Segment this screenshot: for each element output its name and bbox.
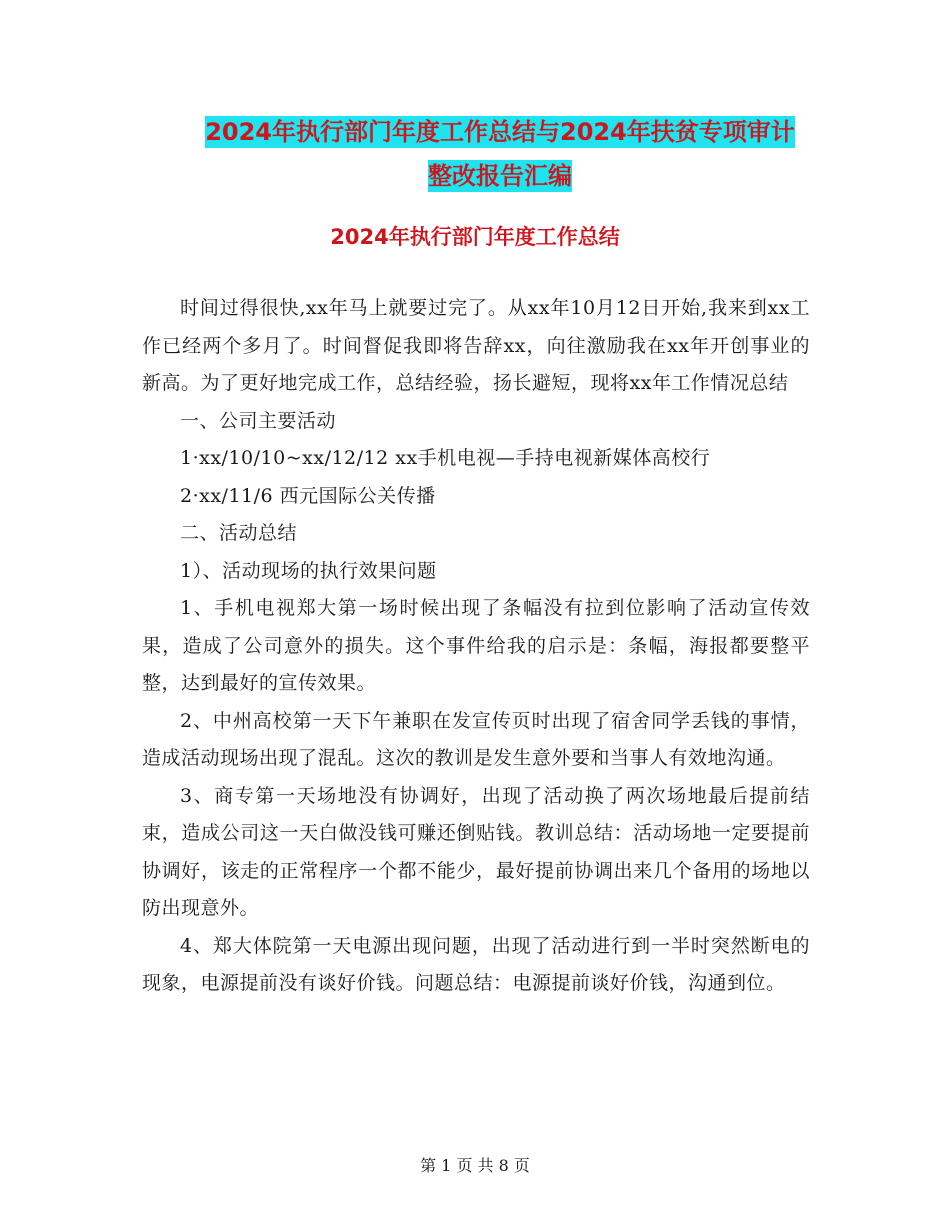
- document-title-line-2: 整改报告汇编: [428, 162, 572, 190]
- paragraph: 二、活动总结: [180, 522, 298, 544]
- paragraph: 1、手机电视郑大第一场时候出现了条幅没有拉到位影响了活动宣传效果，造成了公司意外的损失。这个事件给我的启示是：条幅，海报都要整平整，达到最好的宣传效果。: [142, 597, 810, 694]
- paragraph: 1·xx/10/10~xx/12/12 xx手机电视—手持电视新媒体高校行: [180, 447, 711, 469]
- paragraph: 2·xx/11/6 西元国际公关传播: [180, 484, 436, 507]
- paragraph: 时间过得很快,xx年马上就要过完了。从xx年10月12日开始,我来到xx工作已经两个多月了。时间督促我即将告辞xx，向往激励我在xx年开创事业的新高。为了更好地完成工作，总结经验，扬长避短，现将xx年工作情况总结: [142, 297, 810, 394]
- section-title: 2024年执行部门年度工作总结: [330, 225, 620, 249]
- document-title: [140, 110, 860, 198]
- page-number-footer: 第 1 页 共 8 页: [420, 1156, 530, 1175]
- document-title-line-1: 2024年执行部门年度工作总结与2024年扶贫专项审计: [205, 118, 795, 146]
- paragraph: 1）、活动现场的执行效果问题: [180, 559, 437, 582]
- paragraph: 4、郑大体院第一天电源出现问题，出现了活动进行到一半时突然断电的现象，电源提前没有谈好价钱。问题总结：电源提前谈好价钱，沟通到位。: [142, 934, 810, 994]
- paragraph: 一、公司主要活动: [180, 409, 337, 432]
- paragraph: 3、商专第一天场地没有协调好，出现了活动换了两次场地最后提前结束，造成公司这一天白做没钱可赚还倒贴钱。教训总结：活动场地一定要提前协调好，该走的正常程序一个都不能少，最好提前协调出来几个备用的场地以防出现意外。: [142, 784, 810, 919]
- paragraph: 2、中州高校第一天下午兼职在发宣传页时出现了宿舍同学丢钱的事情，造成活动现场出现了混乱。这次的教训是发生意外要和当事人有效地沟通。: [142, 709, 810, 769]
- document-body: [142, 290, 810, 1003]
